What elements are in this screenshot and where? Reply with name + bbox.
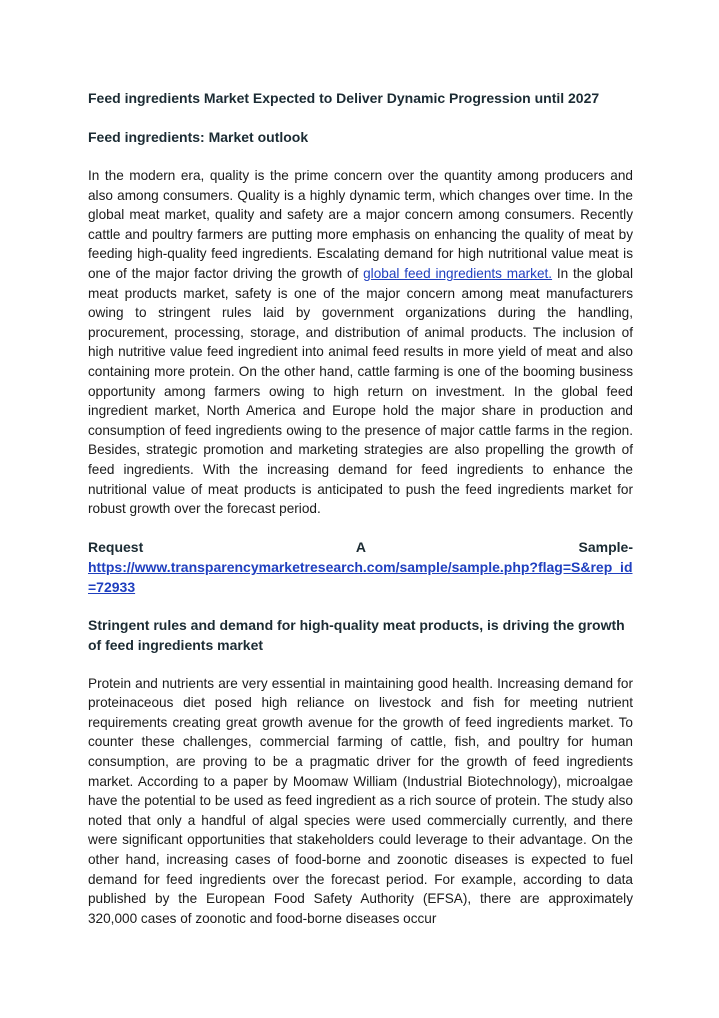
paragraph-text: In the global meat products market, safety is one of the major concern among meat manufacturers owing to stringent rules laid by government organizations during the handling, procurement, processing, storage, and distribution of animal products. The inclusion of high nutritive value feed ingredient into animal feed results in more yield of meat and also containing more protein. On the other hand, cattle farming is one of the booming business opportunity among farmers owing to high return on investment. In the global feed ingredient market, North America and Europe hold the major share in production and consumption of feed ingredients owing to the presence of major cattle farms in the region. Besides, strategic promotion and marketing strategies are also propelling the growth of feed ingredients. With the increasing demand for feed ingredients to enhance the nutritional value of meat products is anticipated to push the feed ingredients market for robust growth over the forecast period. xyxy=(88,265,633,517)
paragraph-protein-nutrients: Protein and nutrients are very essential in maintaining good health. Increasing demand for proteinaceous diet posed high reliance on livestock and fish for meeting nutrient requirements creating great growth avenue for the growth of feed ingredients market. To counter these challenges, commercial farming of cattle, fish, and poultry for human consumption, are proving to be a pragmatic driver for the growth of feed ingredients market. According to a paper by Moomaw William (Industrial Biotechnology), microalgae have the potential to be used as feed ingredient as a rich source of protein. The study also noted that only a handful of algal species were used commercially currently, and there were significant opportunities that stakeholders could leverage to their advantage. On the other hand, increasing cases of food-borne and zoonotic diseases is expected to fuel demand for feed ingredients over the forecast period. For example, according to data published by the European Food Safety Authority (EFSA), there are approximately 320,000 cases of zoonotic and food-borne diseases occur xyxy=(88,675,633,926)
section-heading-market-outlook: Feed ingredients: Market outlook xyxy=(88,129,309,145)
request-word: Sample- xyxy=(578,538,633,555)
request-sample-line xyxy=(88,537,633,557)
request-sample-link[interactable]: https://www.transparencymarketresearch.com/sample/sample.php?flag=S&rep_id=72933 xyxy=(88,558,633,595)
document-title: Feed ingredients Market Expected to Deliver Dynamic Progression until 2027 xyxy=(88,90,600,106)
request-word: A xyxy=(355,538,366,555)
section-heading-stringent-rules: Stringent rules and demand for high-quality meat products, is driving the growth of feed ingredients market xyxy=(88,616,625,653)
paragraph-text: In the modern era, quality is the prime concern over the quantity among producers and also among consumers. Quality is a highly dynamic term, which changes over time. In the global meat market, quality and safety are a major concern among consumers. Recently cattle and poultry farmers are putting more emphasis on enhancing the quality of meat by feeding high-quality feed ingredients. Escalating demand for high nutritional value meat is one of the major factor driving the growth of xyxy=(88,168,633,281)
request-word: Request xyxy=(88,538,144,555)
paragraph-market-outlook xyxy=(88,166,633,519)
global-feed-ingredients-link[interactable]: global feed ingredients market. xyxy=(363,265,553,281)
document-page xyxy=(88,88,633,928)
